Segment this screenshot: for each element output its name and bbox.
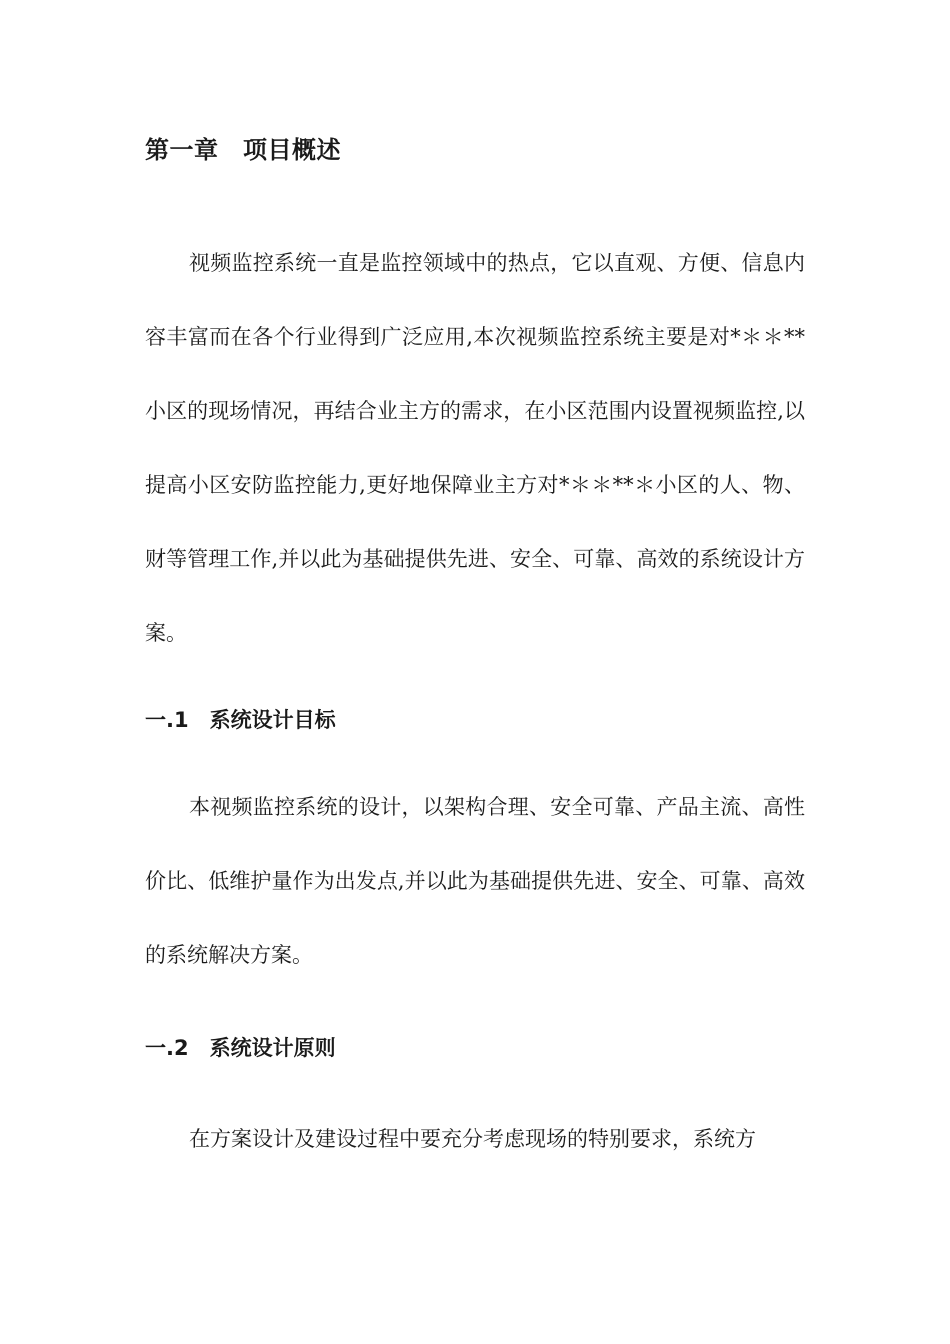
- design-goals-paragraph: 本视频监控系统的设计，以架构合理、安全可靠、产品主流、高性价比、低维护量作为出发点,并以此为基础提供先进、安全、可靠、高效的系统解决方案。: [145, 795, 805, 967]
- intro-paragraph: 视频监控系统一直是监控领域中的热点，它以直观、方便、信息内容丰富而在各个行业得到广泛应用,本次视频监控系统主要是对*＊＊**小区的现场情况，再结合业主方的需求，在小区范围内设置视频监控,以提高小区安防监控能力,更好地保障业主方对*＊＊**＊小区的人、物、财等管理工作,并以此为基础提供先进、安全、可靠、高效的系统设计方案。: [145, 251, 805, 645]
- section-title-design-principles: 一.2 系统设计原则: [145, 1036, 336, 1060]
- chapter-title: 第一章 项目概述: [145, 136, 341, 164]
- design-principles-paragraph: 在方案设计及建设过程中要充分考虑现场的特别要求，系统方: [189, 1127, 756, 1151]
- section-title-design-goals: 一.1 系统设计目标: [145, 708, 336, 732]
